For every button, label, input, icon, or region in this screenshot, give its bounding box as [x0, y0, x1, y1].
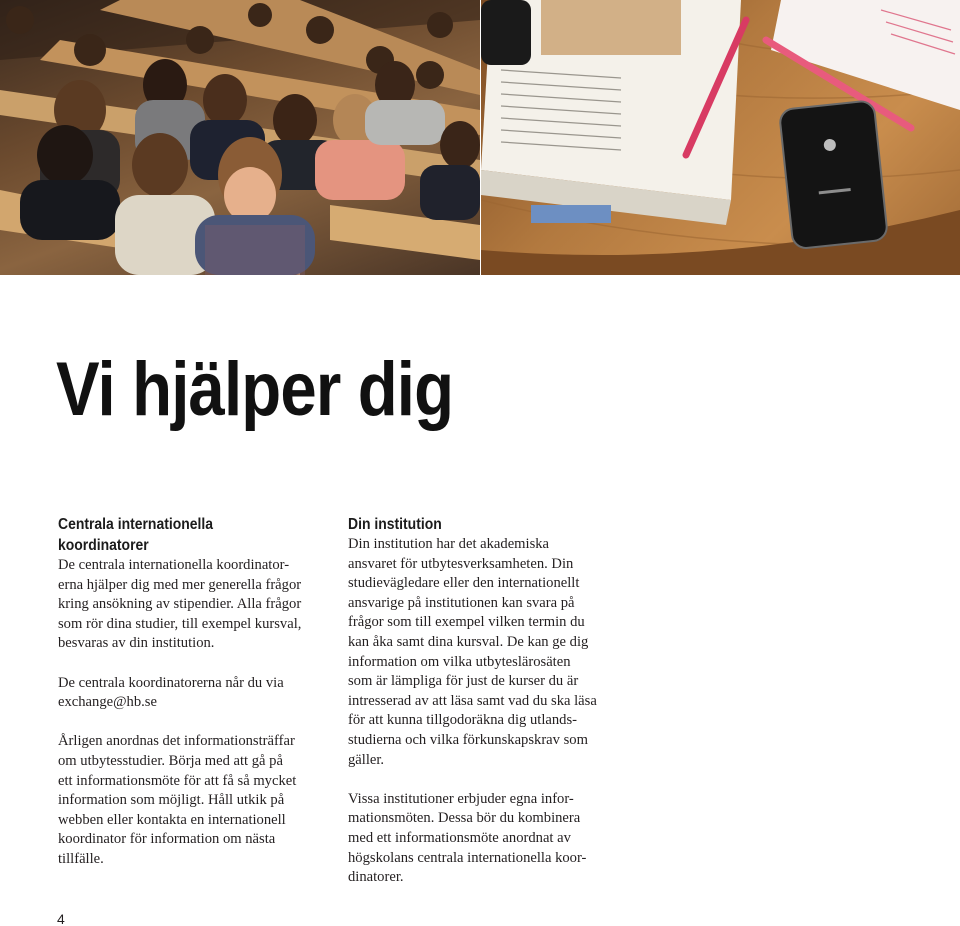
text-line: som rör dina studier, till exempel kursval, [58, 615, 302, 632]
text-line: ett informationsmöte för att få så mycket [58, 772, 297, 789]
photo-banner [0, 0, 960, 275]
text-line: ansvarige på institutionen kan svara på [348, 594, 575, 611]
paragraph-coordinators-help [58, 556, 326, 654]
lecture-hall-photo [0, 0, 480, 275]
text-line: studierna och vilka förkunskapskrav som [348, 731, 588, 748]
text-line: besvaras av din institution. [58, 635, 215, 652]
text-line: mationsmöten. Dessa bör du kombinera [348, 810, 581, 827]
text-line: information som möjligt. Håll utkik på [58, 792, 285, 809]
text-line: information om vilka utbyteslärosäten [348, 653, 571, 670]
text-line: De centrala internationella koordinator- [58, 557, 290, 573]
section-title-line: Centrala internationella [58, 516, 214, 533]
paragraph-institution-meetings [348, 790, 616, 888]
section-title-your-institution: Din institution [348, 516, 442, 533]
text-line: frågor som till exempel vilken termin du [348, 614, 585, 631]
page-number: 4 [57, 911, 65, 926]
text-line: dinatorer. [348, 869, 404, 886]
paragraph-institution-responsibility [348, 535, 616, 770]
text-line: kring ansökning av stipendier. Alla frågor [58, 596, 302, 613]
text-line: webben eller kontakta en internationell [58, 811, 286, 828]
text-line: erna hjälper dig med mer generella frågor [58, 576, 302, 593]
text-line: om utbytesstudier. Börja med att gå på [58, 752, 283, 769]
text-line: Din institution har det akademiska [348, 536, 550, 552]
text-line: för att kunna tillgodoräkna dig utlands- [348, 712, 577, 729]
page-title: Vi hjälper dig [56, 347, 454, 432]
text-line: gäller. [348, 751, 385, 768]
text-line: tillfälle. [58, 850, 104, 867]
section-title-central-coordinators [58, 514, 299, 556]
text-line: Vissa institutioner erbjuder egna infor- [348, 790, 574, 807]
email-text: exchange@hb.se [58, 694, 157, 711]
text-line: Årligen anordnas det informationsträffar [58, 733, 295, 750]
text-line: med ett informationsmöte anordnat av [348, 829, 571, 846]
text-line: kan åka samt dina kursval. De kan ge dig [348, 633, 589, 650]
text-line: ansvaret för utbytesverksamheten. Din [348, 555, 574, 572]
paragraph-info-meetings [58, 732, 326, 869]
text-line: koordinator för information om nästa [58, 831, 276, 848]
text-line: som är lämpliga för just de kurser du är [348, 673, 579, 690]
central-coordinators-section [58, 514, 326, 870]
text-line: högskolans centrala internationella koor- [348, 849, 587, 866]
desk-with-books-and-phone-photo [481, 0, 960, 275]
paragraph-contact [58, 674, 326, 713]
text-line: intresserad av att läsa samt vad du ska läsa [348, 692, 597, 709]
section-title-line: koordinatorer [58, 537, 149, 554]
text-line: studievägledare eller den internationellt [348, 575, 580, 592]
your-institution-section [348, 514, 616, 888]
text-line: De centrala koordinatorerna når du via [58, 674, 284, 691]
